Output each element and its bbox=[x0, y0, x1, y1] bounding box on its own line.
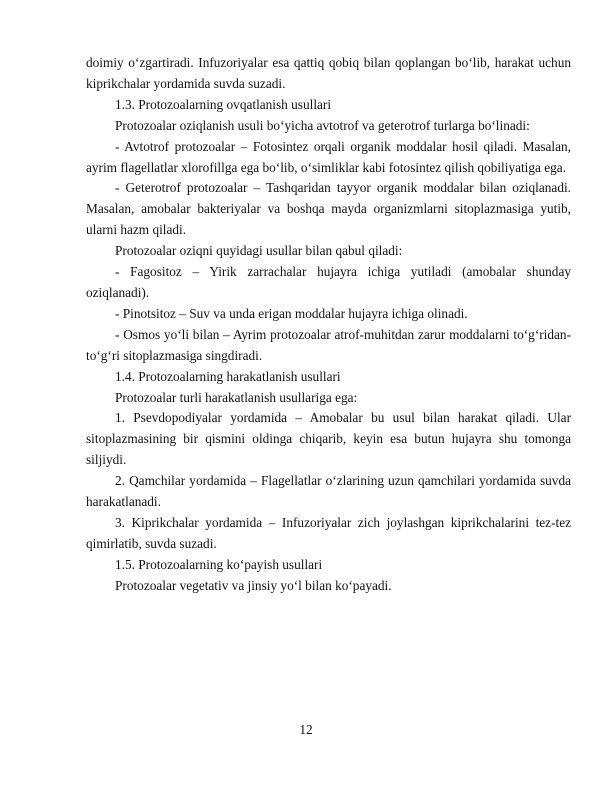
paragraph: Protozoalar oziqni quyidagi usullar bilan qabul qiladi: bbox=[115, 243, 403, 259]
paragraph: Protozoalar oziqlanish usuli bo‘yicha avtotrof va geterotrof turlarga bo‘linadi: bbox=[115, 117, 530, 133]
paragraph-continuation: doimiy o‘zgartiradi. Infuzoriyalar esa qattiq qobiq bilan qoplangan bo‘lib, harakat uchun kiprikchalar yordamida suvda suzadi. bbox=[86, 55, 571, 91]
section-heading-1-5: 1.5. Protozoalarning ko‘payish usullari bbox=[115, 556, 323, 572]
list-item-heterotroph: - Geterotrof protozoalar – Tashqaridan tayyor organik moddalar bilan oziqlanadi. Masalan, amobalar bakteriyalar va boshqa mayda organizmlarni sitoplazmasiga yutib, ularni hazm qiladi. bbox=[86, 180, 571, 238]
list-item-cilia: 3. Kiprikchalar yordamida – Infuzoriyalar zich joylashgan kiprikchalarini tez-tez qimirlatib, suvda suzadi. bbox=[86, 514, 571, 551]
paragraph: Protozoalar vegetativ va jinsiy yo‘l bilan ko‘payadi. bbox=[115, 577, 392, 593]
section-heading-1-3: 1.3. Protozoalarning ovqatlanish usullari bbox=[115, 96, 332, 112]
page-body bbox=[86, 53, 571, 597]
list-item-osmosis: - Osmos yo‘li bilan – Ayrim protozoalar atrof-muhitdan zarur moddalarni to‘g‘ridan-to‘g‘ri sitoplazmasiga singdiradi. bbox=[86, 326, 571, 363]
section-heading-1-4: 1.4. Protozoalarning harakatlanish usullari bbox=[115, 368, 341, 384]
page-number: 12 bbox=[299, 722, 313, 737]
list-item-flagella: 2. Qamchilar yordamida – Flagellatlar o‘zlarining uzun qamchilari yordamida suvda harakatlanadi. bbox=[86, 473, 571, 510]
list-item-autotroph: - Avtotrof protozoalar – Fotosintez orqali organik moddalar hosil qiladi. Masalan, ayrim flagellatlar xlorofillga ega bo‘lib, o‘simliklar kabi fotosintez qilish qobiliyatiga ega. bbox=[86, 138, 571, 175]
list-item-phagocytosis: - Fagositoz – Yirik zarrachalar hujayra ichiga yutiladi (amobalar shunday oziqlanadi). bbox=[86, 264, 571, 300]
paragraph: Protozoalar turli harakatlanish usullariga ega: bbox=[115, 389, 358, 405]
list-item-pinocytosis: - Pinotsitoz – Suv va unda erigan moddalar hujayra ichiga olinadi. bbox=[115, 305, 468, 321]
list-item-pseudopodia: 1. Psevdopodiyalar yordamida – Amobalar bu usul bilan harakat qiladi. Ular sitoplazmasining bir qismini oldinga chiqarib, keyin esa butun hujayra shu tomonga siljiydi. bbox=[86, 410, 571, 468]
